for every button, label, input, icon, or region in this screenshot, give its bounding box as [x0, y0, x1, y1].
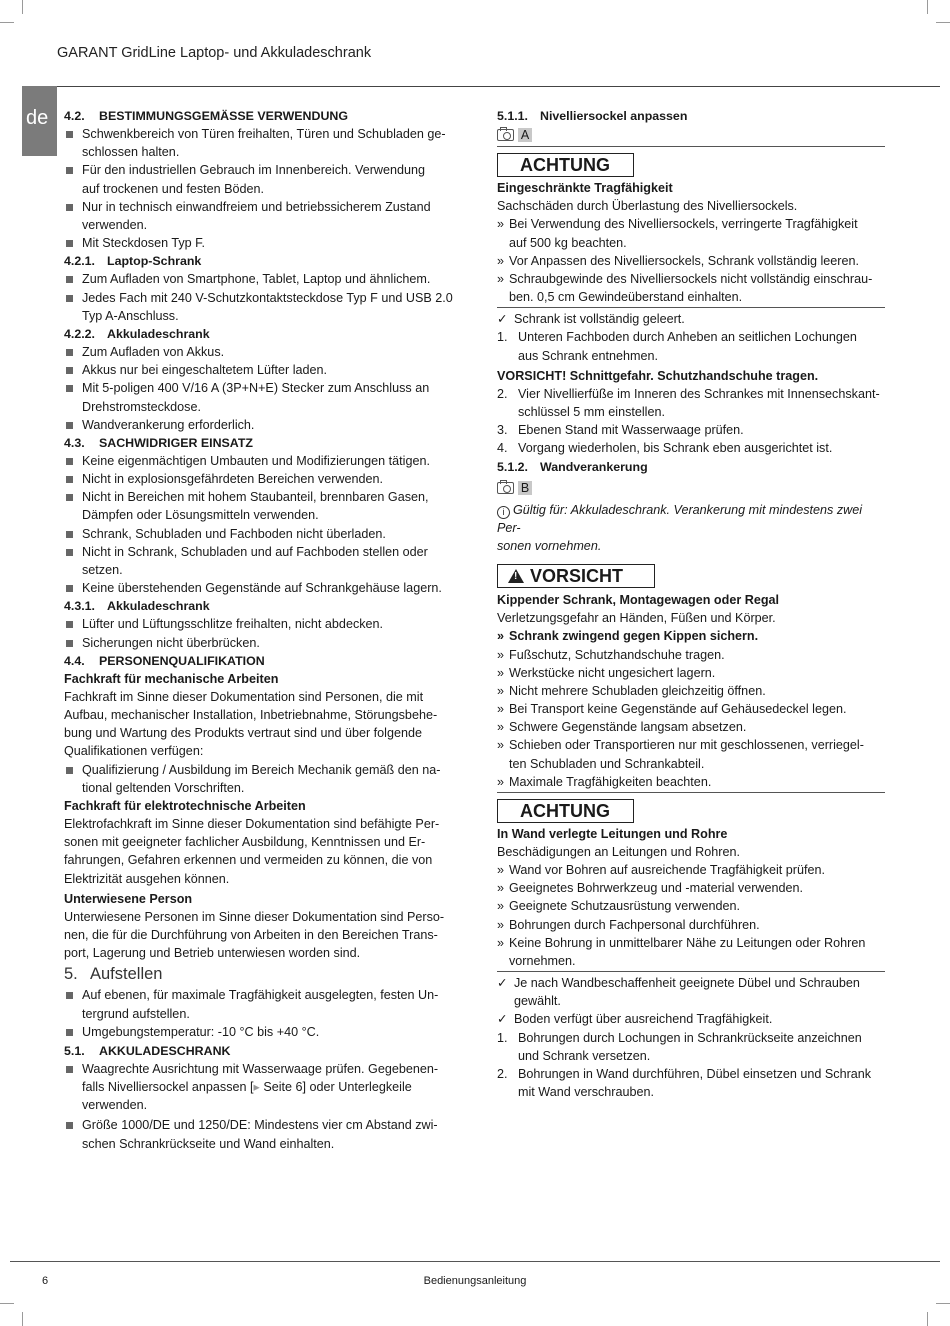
list-item: » Nicht mehrere Schubladen gleichzeitig öffnen.	[497, 683, 766, 698]
paragraph: Unterwiesene Personen im Sinne dieser Dokumentation sind Perso- nen, die für die Durchführung von Arbeiten in den Bereichen Trans- port, Lagerung und Betrieb unterwiesen worden sind.	[64, 909, 445, 961]
check-icon: ✓	[497, 976, 508, 991]
list-item: Nicht in Bereichen mit hohem Staubanteil, brennbaren Gasen, Dämpfen oder Lösungsmitteln verwenden.	[64, 488, 456, 524]
notice-label: ACHTUNG	[497, 153, 634, 177]
notice-text: Sachschäden durch Überlastung des Nivelliersockels.	[497, 199, 798, 214]
notice-label: !VORSICHT	[497, 564, 655, 588]
list-item: Für den industriellen Gebrauch im Innenbereich. Verwendung auf trockenen und festen Böden.	[64, 161, 456, 197]
info-icon: i	[497, 506, 510, 519]
list-item: » Schwere Gegenstände langsam absetzen.	[497, 720, 747, 735]
figure-reference	[497, 479, 885, 497]
list-item: » Bei Verwendung des Nivelliersockels, verringerte Tragfähigkeit auf 500 kg beachten.	[497, 217, 858, 250]
list-item: Umgebungstemperatur: -10 °C bis +40 °C.	[64, 1023, 456, 1041]
figure-letter: A	[518, 128, 532, 142]
section-heading: 4.4. PERSONENQUALIFIKATION	[64, 653, 265, 668]
list-item: » Schieben oder Transportieren nur mit geschlossenen, verriegel- ten Schubladen und Schrankabteil.	[497, 738, 864, 771]
list-item: Größe 1000/DE und 1250/DE: Mindestens vier cm Abstand zwi- schen Schrankrückseite und Wand einhalten.	[64, 1116, 456, 1152]
bullet-list	[64, 270, 456, 324]
left-column	[64, 107, 456, 1153]
list-item: » Werkstücke nicht ungesichert lagern.	[497, 665, 716, 680]
caution-line: VORSICHT! Schnittgefahr. Schutzhandschuhe tragen.	[497, 368, 819, 383]
page-number: 6	[42, 1275, 49, 1287]
section-heading: 4.3. SACHWIDRIGER EINSATZ	[64, 435, 253, 450]
crop-mark	[22, 0, 23, 14]
footer-title: Bedienungsanleitung	[423, 1275, 527, 1287]
list-item: Zum Aufladen von Akkus.	[64, 343, 456, 361]
list-item: Schwenkbereich von Türen freihalten, Türen und Schubladen ge- schlossen halten.	[64, 125, 456, 161]
list-item: » Schraubgewinde des Nivelliersockels nicht vollständig einschrau- ben. 0,5 cm Gewindeüberstand einhalten.	[497, 271, 873, 305]
list-item: » Schrank zwingend gegen Kippen sichern.	[497, 629, 759, 644]
step-item: 2. Vier Nivellierfüße im Inneren des Schrankes mit Innensechskant- schlüssel 5 mm einstellen.	[497, 386, 880, 420]
list-item: Nur in technisch einwandfreiem und betriebssicherem Zustand verwenden.	[64, 198, 456, 234]
checked-prerequisite: ✓ Schrank ist vollständig geleert.	[497, 310, 885, 328]
list-item: Lüfter und Lüftungsschlitze freihalten, nicht abdecken.	[64, 615, 456, 633]
section-heading: 4.2. BESTIMMUNGSGEMÄSSE VERWENDUNG	[64, 109, 348, 123]
list-item: ✓ Boden verfügt über ausreichend Tragfähigkeit.	[497, 1010, 885, 1028]
language-code: de	[26, 107, 49, 129]
notice-title: Kippender Schrank, Montagewagen oder Regal	[497, 593, 780, 608]
list-item: ✓ Je nach Wandbeschaffenheit geeignete Dübel und Schrauben gewählt.	[497, 976, 860, 1009]
list-item: » Vor Anpassen des Nivelliersockels, Schrank vollständig leeren.	[497, 253, 860, 268]
page-reference-link[interactable]: Seite 6	[263, 1080, 303, 1095]
list-item: Nicht in Schrank, Schubladen und auf Fachboden stellen oder setzen.	[64, 543, 456, 579]
list-item: Wandverankerung erforderlich.	[64, 416, 456, 434]
notice-text: Beschädigungen an Leitungen und Rohren.	[497, 845, 740, 859]
divider	[497, 792, 885, 793]
section-heading: 5.1.1. Nivelliersockel anpassen	[497, 109, 688, 123]
section-heading: 4.3.1. Akkuladeschrank	[64, 599, 210, 614]
list-item: » Wand vor Bohren auf ausreichende Tragfähigkeit prüfen.	[497, 863, 825, 878]
list-item: » Keine Bohrung in unmittelbarer Nähe zu Leitungen oder Rohren vornehmen.	[497, 935, 866, 968]
bullet-list	[64, 125, 456, 252]
step-item: 3. Ebenen Stand mit Wasserwaage prüfen.	[497, 423, 744, 438]
subheading-electrical: Fachkraft für elektrotechnische Arbeiten	[64, 798, 306, 813]
divider	[497, 307, 885, 308]
divider	[497, 971, 885, 972]
list-item: Waagrechte Ausrichtung mit Wasserwaage prüfen. Gegebenen- falls Nivelliersockel anpassen [▸ Seite 6] oder Unterlegkeile verwenden.	[64, 1060, 456, 1114]
list-item: Schrank, Schubladen und Fachboden nicht überladen.	[64, 525, 456, 543]
list-item: Jedes Fach mit 240 V-Schutzkontaktsteckdose Typ F und USB 2.0 Typ A-Anschluss.	[64, 289, 456, 325]
list-item: » Bei Transport keine Gegenstände auf Gehäusedeckel legen.	[497, 702, 847, 717]
step-item: 2. Bohrungen in Wand durchführen, Dübel einsetzen und Schrank mit Wand verschrauben.	[497, 1066, 872, 1100]
check-icon: ✓	[497, 312, 508, 327]
bullet-list	[64, 986, 456, 1040]
bullet-list	[64, 615, 456, 651]
list-item: » Maximale Tragfähigkeiten beachten.	[497, 774, 712, 789]
list-item: Keine überstehenden Gegenstände auf Schrankgehäuse lagern.	[64, 579, 456, 597]
crop-mark	[936, 22, 950, 23]
crop-mark	[0, 22, 14, 23]
subheading-instructed: Unterwiesene Person	[64, 891, 193, 906]
list-item: Nicht in explosionsgefährdeten Bereichen verwenden.	[64, 470, 456, 488]
crop-mark	[927, 0, 928, 14]
chapter-heading: 5. Aufstellen	[64, 965, 163, 984]
camera-icon	[497, 482, 514, 494]
crop-mark	[936, 1303, 950, 1304]
footer-rule	[10, 1261, 940, 1262]
step-item: 1. Unteren Fachboden durch Anheben an seitlichen Lochungen aus Schrank entnehmen.	[497, 330, 857, 363]
list-item: Zum Aufladen von Smartphone, Tablet, Laptop und ähnlichem.	[64, 270, 456, 288]
language-tab	[22, 86, 57, 156]
section-heading: 4.2.2. Akkuladeschrank	[64, 326, 210, 341]
list-item: Auf ebenen, für maximale Tragfähigkeit ausgelegten, festen Un- tergrund aufstellen.	[64, 986, 456, 1022]
list-item: » Bohrungen durch Fachpersonal durchführen.	[497, 917, 760, 932]
crop-mark	[0, 1303, 14, 1304]
divider	[497, 146, 885, 147]
page-header-title: GARANT GridLine Laptop- und Akkuladeschrank	[57, 45, 372, 61]
link-arrow-icon: ▸	[253, 1080, 260, 1095]
list-item: Mit 5-poligen 400 V/16 A (3P+N+E) Stecker zum Anschluss an Drehstromsteckdose.	[64, 379, 456, 415]
section-heading: 4.2.1. Laptop-Schrank	[64, 254, 202, 269]
list-item: Akkus nur bei eingeschaltetem Lüfter laden.	[64, 361, 456, 379]
warning-triangle-icon	[508, 569, 524, 583]
list-item: » Geeignete Schutzausrüstung verwenden.	[497, 899, 741, 914]
paragraph: Fachkraft im Sinne dieser Dokumentation sind Personen, die mit Aufbau, mechanischer Installation, Inbetriebnahme, Störungsbehe- bung und Wartung des Produkts vertraut sind und über folgende Qualifikationen verfügen:	[64, 690, 438, 759]
check-icon: ✓	[497, 1012, 508, 1027]
figure-reference	[497, 126, 885, 144]
right-column	[497, 107, 885, 1101]
check-list	[497, 974, 885, 1028]
subheading-mechanical: Fachkraft für mechanische Arbeiten	[64, 671, 279, 686]
notice-title: Eingeschränkte Tragfähigkeit	[497, 181, 673, 196]
notice-label: ACHTUNG	[497, 799, 634, 823]
list-item: Mit Steckdosen Typ F.	[64, 234, 456, 252]
list-item: Keine eigenmächtigen Umbauten und Modifizierungen tätigen.	[64, 452, 456, 470]
guillemet-list	[497, 215, 885, 306]
list-item: Sicherungen nicht überbrücken.	[64, 634, 456, 652]
guillemet-list	[497, 861, 885, 970]
guillemet-list	[497, 646, 885, 791]
crop-mark	[927, 1312, 928, 1326]
crop-mark	[22, 1312, 23, 1326]
paragraph: Elektrofachkraft im Sinne dieser Dokumentation sind befähigte Per- sonen mit geeigneter fachlicher Ausbildung, Kenntnissen und Er- fahrungen, Gefahren erkennen und vermeiden zu können, die von Elektrizität ausgehen können.	[64, 817, 440, 886]
figure-letter: B	[518, 481, 532, 495]
step-item: 1. Bohrungen durch Lochungen in Schrankrückseite anzeichnen und Schrank versetzen.	[497, 1030, 862, 1063]
list-item: » Geeignetes Bohrwerkzeug und -material verwenden.	[497, 881, 804, 896]
header-rule	[40, 86, 940, 87]
bullet-list	[64, 452, 456, 597]
notice-title: In Wand verlegte Leitungen und Rohre	[497, 826, 728, 841]
list-item: » Fußschutz, Schutzhandschuhe tragen.	[497, 647, 725, 662]
list-item: Qualifizierung / Ausbildung im Bereich Mechanik gemäß den na- tional geltenden Vorschriften.	[64, 761, 456, 797]
bullet-list	[64, 343, 456, 434]
info-note: i Gültig für: Akkuladeschrank. Verankerung mit mindestens zwei Per- sonen vornehmen.	[497, 502, 863, 553]
notice-text: Verletzungsgefahr an Händen, Füßen und Körper.	[497, 611, 776, 626]
camera-icon	[497, 129, 514, 141]
section-heading: 5.1.2. Wandverankerung	[497, 459, 648, 474]
step-item: 4. Vorgang wiederholen, bis Schrank eben ausgerichtet ist.	[497, 441, 833, 456]
section-heading: 5.1. AKKULADESCHRANK	[64, 1043, 231, 1058]
